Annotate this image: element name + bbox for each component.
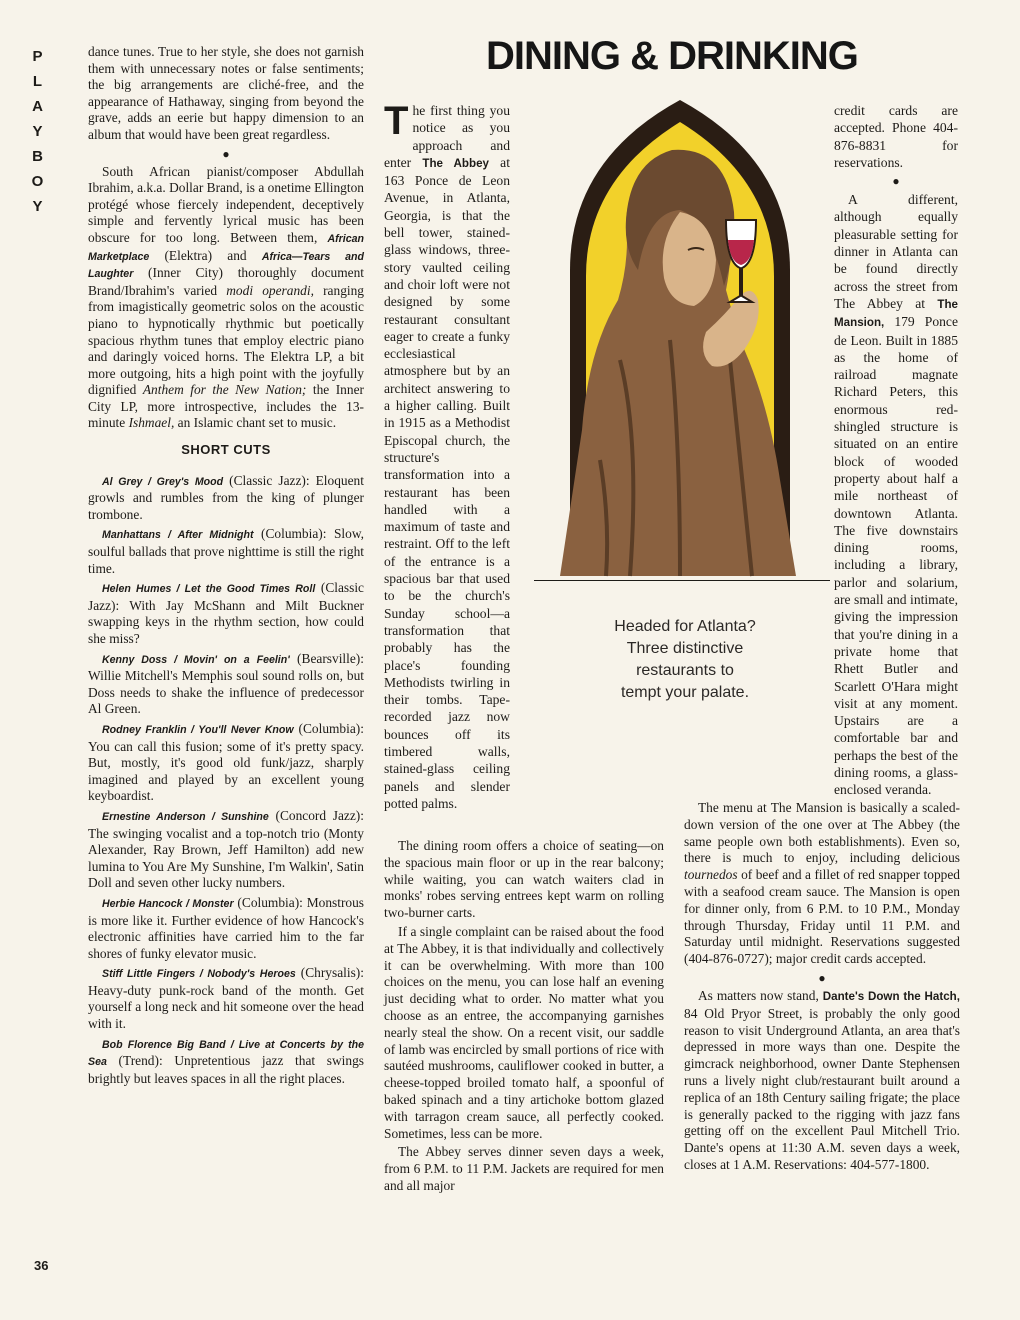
text: of beef and a fillet of red snapper topped with a seafood cream sauce. The Mansion is open for dinner only, from 6 P.M. to 10 P.M., Monday through Thursday, Friday until 11 P.M. and Saturday until midnight. Reservations suggested (404-876-0727); major credit cards accepted.: [684, 867, 960, 967]
text: (Classic Jazz): With Jay McShann and Milt Buckner swapping keys in the rhythm section, how could she miss?: [88, 580, 364, 646]
caption-line: Headed for Atlanta?: [614, 618, 756, 635]
drop-cap: T: [384, 99, 409, 143]
middle-column-bottom: [384, 838, 664, 1197]
text: 179 Ponce de Leon. Built in 1885 as the home of railroad magnate Richard Peters, this enormous red-shingled structure is situated on an entire block of wooded property about half a mile northeast of downtown Atlanta. The five downstairs dining rooms, including a library, parlor and solarium, are small and intimate, giving the impression that you're dining in a private home that Rhett Butler and Scarlett O'Hara might visit at any moment. Upstairs are a comfortable bar and perhaps the best of the dining rooms, a glass-enclosed veranda.: [834, 314, 958, 798]
list-item: [88, 721, 364, 805]
album-title: Rodney Franklin / You'll Never Know: [102, 723, 294, 736]
text: at 163 Ponce de Leon Avenue, in Atlanta, Georgia, is that the bell tower, stained-glass windows, three-story vaulted ceiling and choir loft were not designed by some restaurant consultant eager to create a funky ecclesiastical atmosphere but by an architect answering to a higher calling. Built in 1915 as a Methodist Episcopal church, the structure's transformation into a restaurant has been handled with a maximum of taste and restraint. Off to the left of the entrance is a spacious bar that used to be the church's Sunday school—a transformation that probably has the place's founding Methodists twirling in their tombs. Tape-recorded jazz now bounces off its timbered walls, stained-glass ceiling panels and slender potted palms.: [384, 154, 510, 811]
italic-text: Anthem for the New Nation;: [142, 382, 307, 398]
list-item: [88, 651, 364, 718]
text: (Columbia): Monstrous is more like it. Further evidence of how Hancock's electronic affinities have carried him to the far shores of funky elevator music.: [88, 894, 365, 961]
list-item: [88, 1036, 364, 1088]
album-title: Ernestine Anderson / Sunshine: [102, 810, 269, 823]
bullet-separator: ●: [222, 146, 230, 161]
caption-line: restaurants to: [636, 662, 734, 679]
text: As matters now stand,: [698, 987, 819, 1003]
paragraph: [684, 988, 960, 1174]
list-item: [88, 526, 364, 577]
album-title: Stiff Little Fingers / Nobody's Heroes: [102, 968, 296, 981]
album-title: Africa—Tears and Laughter: [88, 250, 364, 281]
sidebar-letter: L: [32, 73, 46, 90]
caption-line: Three distinctive: [626, 640, 744, 657]
page-number: 36: [34, 1258, 49, 1273]
list-item: [88, 580, 364, 647]
text: (Columbia): You can call this fusion; some of it's pretty spacy. But, mostly, it's good old funk/jazz, sharply imagined and played by an excellent young keyboardist.: [88, 720, 364, 804]
caption-line: tempt your palate.: [620, 684, 750, 701]
paragraph: [834, 191, 958, 798]
album-title: Al Grey / Grey's Mood: [102, 475, 224, 488]
illustration-caption: [560, 616, 810, 704]
sidebar-letter: Y: [32, 198, 46, 215]
text: (Trend): Unpretentious jazz that swings brightly but leaves spaces in all the right places.: [88, 1053, 364, 1086]
paragraph: If a single complaint can be raised about the food at The Abbey, it is that individually and collectively it can be overwhelming. With more than 100 choices on the menu, you can lose half an evening just deciding what to order. No matter what you choose as an entree, the accompanying garnishes nearly steal the show. On a recent visit, our saddle of lamb was encircled by small portions of rice with sautéed mushrooms, cauliflower cooked in butter, a cheese-topped broiled tomato half, a spoonful of baked spinach and a tiny artichoke bottom glazed with tarragon cream sauce, all perfectly cooked. Sometimes, less can be more.: [384, 923, 664, 1141]
album-title: African Marketplace: [88, 232, 364, 263]
album-title: Kenny Doss / Movin' on a Feelin': [102, 653, 290, 666]
text: A different, although equally pleasurable setting for dinner in Atlanta can be found directly across the street from The Abbey at: [834, 192, 958, 311]
page-title: DINING & DRINKING: [486, 34, 858, 78]
italic-text: tournedos: [684, 867, 738, 883]
list-item: [88, 473, 364, 524]
text: (Concord Jazz): The swinging vocalist and a top-notch trio (Monty Alexander, Ray Brown, Jeff Hamilton) add new lumina to You Are My Sunshine, I'm Walkin', Satin Doll and seven other lucky numbers.: [88, 807, 364, 891]
text: (Chrysalis): Heavy-duty punk-rock band of the month. Get yourself a long neck and hit someone over the head with it.: [88, 965, 364, 1032]
bullet-separator: ●: [892, 174, 900, 189]
text: he first thing you notice as you approach and enter: [384, 103, 510, 170]
restaurant-name: The Abbey: [422, 156, 489, 170]
text: (Columbia): Slow, soulful ballads that prove nighttime is still the right time.: [88, 526, 364, 576]
bullet-separator: ●: [818, 970, 826, 985]
paragraph: The Abbey serves dinner seven days a week, from 6 P.M. to 11 P.M. Jackets are required for men and all major: [384, 1144, 664, 1193]
paragraph: credit cards are accepted. Phone 404-876-8831 for reservations.: [834, 103, 958, 170]
text: (Elektra) and: [164, 247, 247, 263]
sidebar-letter: O: [31, 173, 47, 190]
italic-text: Ishmael,: [128, 415, 175, 431]
sidebar-letter: A: [32, 98, 46, 115]
text: 84 Old Pryor Street, is probably the only good reason to visit Underground Atlanta, an area that's depressed in more ways than one. Despite the gimcrack neighborhood, owner Dante Stephensen runs a lively night club/restaurant built around a replica of an 18th Century sailing frigate; the place is generally packed to the rigging with jazz fans getting off on the excellent Paul Mitchell Trio. Dante's opens at 11:30 A.M. seven days a week, closes at 1 A.M. Reservations: 404-577-1800.: [684, 1005, 960, 1172]
magazine-sidebar-label: [28, 44, 50, 219]
list-item: [88, 895, 364, 962]
text: The menu at The Mansion is basically a scaled-down version of the one over at The Abbey (the same people own both establishments). Even so, there is much to enjoy, including delicious: [684, 800, 960, 866]
text: (Bearsville): Willie Mitchell's Memphis soul sound rolls on, but Doss needs to shake the influence of predecessor Al Green.: [88, 650, 364, 717]
paragraph: [384, 99, 510, 812]
album-title: Manhattans / After Midnight: [102, 529, 254, 542]
paragraph: [684, 800, 960, 968]
sidebar-letter: P: [32, 48, 46, 65]
right-column-bottom: [684, 800, 960, 1176]
right-column-upper: [834, 102, 958, 798]
middle-column-upper: [384, 99, 510, 811]
paragraph: The dining room offers a choice of seating—on the spacious main floor or up in the rear balcony; while waiting, you can watch waiters clad in monks' robes serving entrees kept warm on rolling two-burner carts.: [384, 838, 664, 921]
left-column: [88, 44, 364, 1090]
caption-rule: [534, 580, 830, 581]
short-cuts-list: [88, 473, 364, 1088]
sidebar-letter: B: [32, 148, 46, 165]
list-item: [88, 965, 364, 1032]
sidebar-letter: Y: [32, 123, 46, 140]
paragraph: dance tunes. True to her style, she does not garnish them with unnecessary notes or false sentiments; the big arrangements are cliché-free, and the appearance of Hathaway, singing from beyond the grave, adds an eerie but happy dimension to an album that would have been great regardless.: [88, 44, 364, 142]
list-item: [88, 808, 364, 892]
album-title: Herbie Hancock / Monster: [102, 897, 234, 910]
album-title: Helen Humes / Let the Good Times Roll: [102, 583, 316, 596]
text: ranging from imagistically geometric solos on the acoustic piano to hypnotically rhythmic but poetically spacious rhythm tunes that employ electric piano and daringly voiced horns. The Elektra LP, a bit more outgoing, hits a high point with the joyfully dignified: [88, 282, 364, 398]
text: (Classic Jazz): Eloquent growls and rumbles from the king of plunger trombone.: [88, 472, 364, 522]
restaurant-name: The Mansion,: [834, 297, 958, 330]
monk-illustration: [530, 100, 830, 576]
section-heading: SHORT CUTS: [181, 442, 271, 458]
restaurant-name: Dante's Down the Hatch,: [822, 989, 960, 1003]
text: the Inner City LP, more introspective, includes the 13-minute: [88, 382, 364, 431]
text: (Inner City) thoroughly document Brand/Ibrahim's varied: [88, 265, 364, 298]
paragraph: [88, 164, 364, 433]
text: an Islamic chant set to music.: [177, 415, 337, 431]
italic-text: modi operandi,: [226, 282, 314, 298]
album-title: Bob Florence Big Band / Live at Concerts by the Sea: [88, 1038, 364, 1069]
text: South African pianist/composer Abdullah Ibrahim, a.k.a. Dollar Brand, is a onetime Ellington protégé whose fiercely independent, deceptively simple and fervently lyrical music has been obscure for too long. Between them,: [88, 163, 364, 245]
